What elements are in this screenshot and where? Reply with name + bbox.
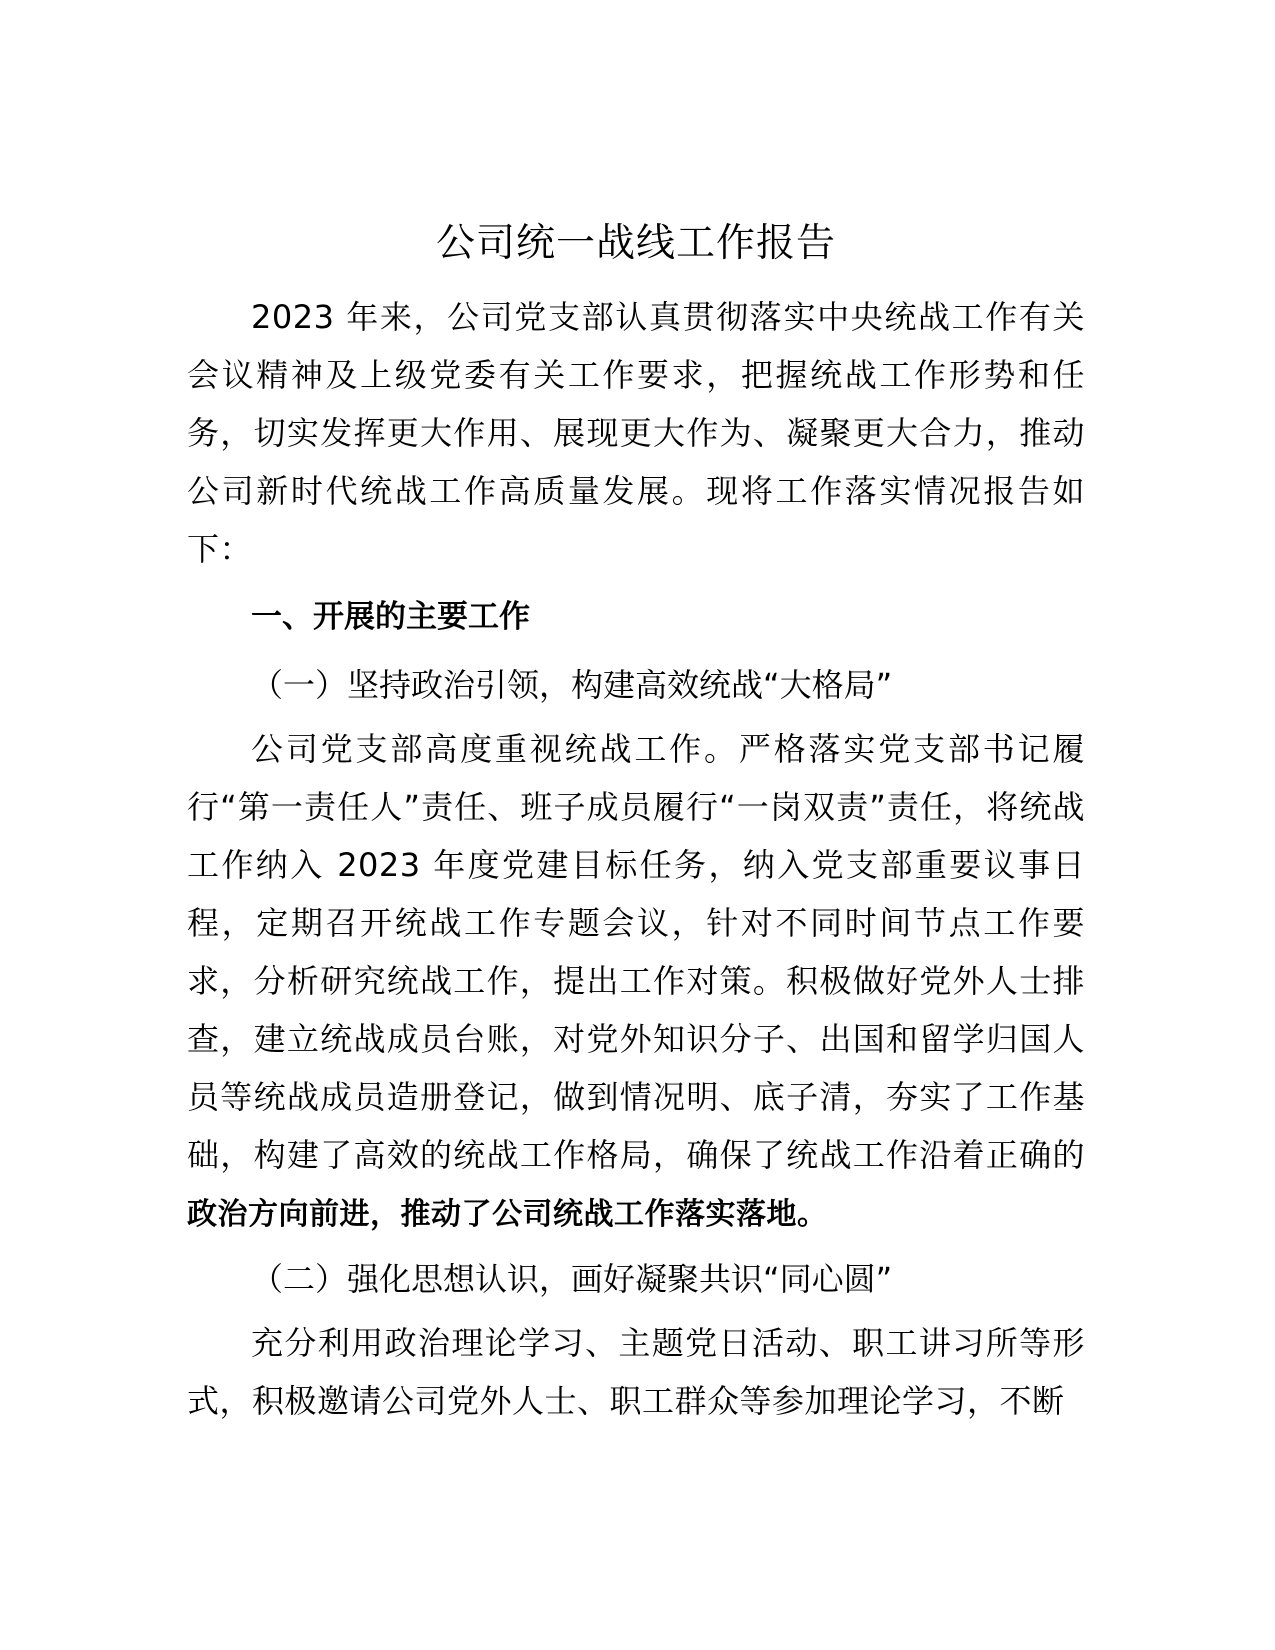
- subsection-1-paragraph: [187, 720, 1085, 1244]
- intro-paragraph: 2023 年来，公司党支部认真贯彻落实中央统战工作有关会议精神及上级党委有关工作要求，把握统战工作形势和任务，切实发挥更大作用、展现更大作为、凝聚更大合力，推动公司新时代统战工作高质量发展。现将工作落实情况报告如下：: [187, 298, 1085, 568]
- document-title: 公司统一战线工作报告: [435, 221, 836, 266]
- subsection-1-bold-text: 政治方向前进，推动了公司统战工作落实落地。: [187, 1197, 828, 1232]
- subsection-1-text: 公司党支部高度重视统战工作。严格落实党支部书记履行“第一责任人”责任、班子成员履行“一岗双责”责任，将统战工作纳入 2023 年度党建目标任务，纳入党支部重要议事日程，定期召开统战工作专题会议，针对不同时间节点工作要求，分析研究统战工作，提出工作对策。积极做好党外人士排查，建立统战成员台账，对党外知识分子、出国和留学归国人员等统战成员造册登记，做到情况明、底子清，夯实了工作基础，构建了高效的统战工作格局，确保了统战工作沿着正确的: [187, 730, 1085, 1174]
- section-heading-1: 一、开展的主要工作: [251, 599, 530, 635]
- subsection-2-paragraph: 充分利用政治理论学习、主题党日活动、职工讲习所等形式，积极邀请公司党外人士、职工群众等参加理论学习，不断: [187, 1324, 1085, 1420]
- subsection-heading-1: （一）坚持政治引领，构建高效统战“大格局”: [251, 666, 893, 704]
- subsection-heading-2: （二）强化思想认识，画好凝聚共识“同心圆”: [251, 1260, 893, 1298]
- document-body: [187, 218, 1085, 1430]
